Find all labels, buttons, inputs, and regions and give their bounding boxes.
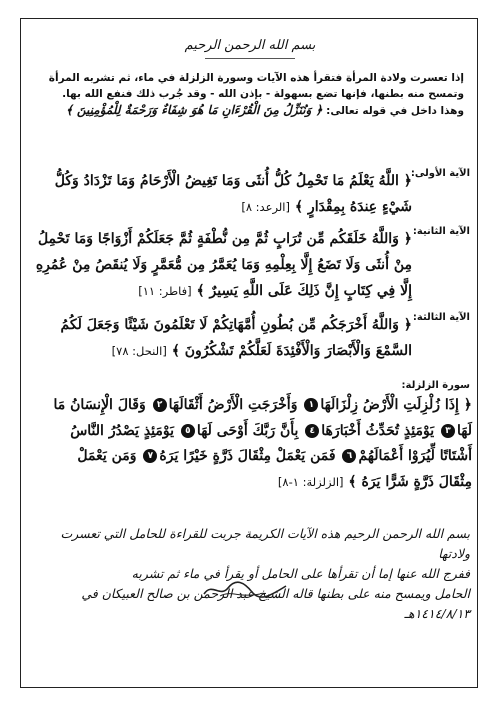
handwritten-line: الحامل ويمسح منه على بطنها قاله الشيخ عبد الرحمن بن صالح العبيكان في ١٤١٤/٨/١٣هـ (81, 586, 470, 621)
surah-label: سورة الزلزلة: (401, 380, 470, 391)
ayah: يَوْمَئِذٍ يَصْدُرُ النَّاسُ أَشْتَاتًا لِّيُرَوْا أَعْمَالَهُمْ٦ (70, 422, 472, 464)
intro-quote: ﴿ وَنُنَزِّلُ مِنَ الْقُرْءَانِ مَا هُوَ شِفَاءٌ وَرَحْمَةٌ لِلْمُؤْمِنِينَ ﴾ (65, 103, 323, 117)
handwritten-line: ففرج الله عنها إما أن تقرأها على الحامل أو يقرأ في ماء ثم تشربه (131, 566, 470, 581)
ayah-number: ٥ (181, 424, 195, 438)
verse-block-1 (30, 168, 470, 220)
ayah-number: ١ (304, 398, 318, 412)
verse-content: ﴿ اللَّهُ يَعْلَمُ مَا تَحْمِلُ كُلُّ أُنثَى وَمَا تَغِيضُ الْأَرْحَامُ وَمَا تَزْدَادُ وَكُلُّ شَيْءٍ عِندَهُ بِمِقْدَارٍ ﴾ (54, 173, 412, 215)
verse-reference: [النحل: ٧٨] (111, 344, 167, 358)
intro-paragraph (36, 70, 464, 119)
verse-text (30, 168, 470, 220)
ayah: يَوْمَئِذٍ تُحَدِّثُ أَخْبَارَهَا٤ (303, 423, 434, 439)
handwritten-line: بسم الله الرحمن الرحيم هذه الآيات الكريمة جربت للقراءة للحامل التي تعسرت ولادتها (60, 526, 470, 561)
verse-content: ﴿ وَاللَّهُ خَلَقَكُم مِّن تُرَابٍ ثُمَّ مِن نُّطْفَةٍ ثُمَّ جَعَلَكُمْ أَزْوَاجًا وَمَا تَحْمِلُ مِنْ أُنثَى وَلَا تَضَعُ إِلَّا بِعِلْمِهِ وَمَا يُعَمَّرُ مِن مُّعَمَّرٍ وَلَا يُنقَصُ مِنْ عُمُرِهِ إِلَّا فِي كِتَابٍ إِنَّ ذَلِكَ عَلَى اللَّهِ يَسِيرٌ ﴾ (35, 231, 412, 299)
verse-label: الآية الثانية: (412, 226, 470, 237)
ayah: وَمَن يَعْمَلْ مِثْقَالَ ذَرَّةٍ شَرًّا يَرَهُ ﴾ (77, 448, 472, 490)
verse-reference: [الرعد: ٨] (241, 200, 290, 214)
signature-scribble (200, 578, 290, 600)
verse-block-3 (30, 312, 470, 364)
basmala-header: بسم الله الرحمن الرحيم (184, 38, 316, 53)
ayah: وَقَالَ الْإِنسَانُ مَا لَهَا٣ (53, 397, 472, 439)
verse-text (30, 226, 470, 304)
surah-reference: [الزلزلة: ١-٨] (277, 474, 344, 489)
surah-zalzala-text (40, 393, 472, 495)
ayah: وَأَخْرَجَتِ الْأَرْضُ أَثْقَالَهَا٢ (151, 397, 298, 413)
handwritten-note (38, 524, 470, 624)
ayah-number: ٣ (441, 424, 455, 438)
basmala-underline (205, 58, 295, 59)
ayah-number: ٧ (143, 449, 157, 463)
ayah-number: ٦ (342, 449, 356, 463)
verse-text (30, 312, 470, 364)
ayah: بِأَنَّ رَبَّكَ أَوْحَى لَهَا٥ (179, 423, 298, 439)
verse-label: الآية الثالثة: (412, 312, 470, 323)
ayah-number: ٢ (153, 398, 167, 412)
ayah-number: ٤ (305, 424, 319, 438)
verse-label: الآية الأولى: (410, 168, 470, 179)
verse-reference: [فاطر: ١١] (138, 284, 192, 298)
verse-content: ﴿ وَاللَّهُ أَخْرَجَكُم مِّن بُطُونِ أُمَّهَاتِكُمْ لَا تَعْلَمُونَ شَيْئًا وَجَعَلَ لَكُمُ السَّمْعَ وَالْأَبْصَارَ وَالْأَفْئِدَةَ لَعَلَّكُمْ تَشْكُرُونَ ﴾ (60, 317, 412, 359)
verse-block-2 (30, 226, 470, 304)
ayah: فَمَن يَعْمَلْ مِثْقَالَ ذَرَّةٍ خَيْرًا يَرَهُ٧ (141, 448, 335, 464)
intro-text: إذا تعسرت ولادة المرأة فتقرأ هذه الآيات وسورة الزلزلة في ماء، ثم تشربه المرأة وتمسح منه بطنها، فإنها تضع بسهولة - بإذن الله - وقد جُرب ذلك فنفع الله بها. وهذا داخل في قوله تعالى: (48, 72, 464, 117)
ayah: ﴿ إِذَا زُلْزِلَتِ الْأَرْضُ زِلْزَالَهَا١ (302, 397, 472, 413)
